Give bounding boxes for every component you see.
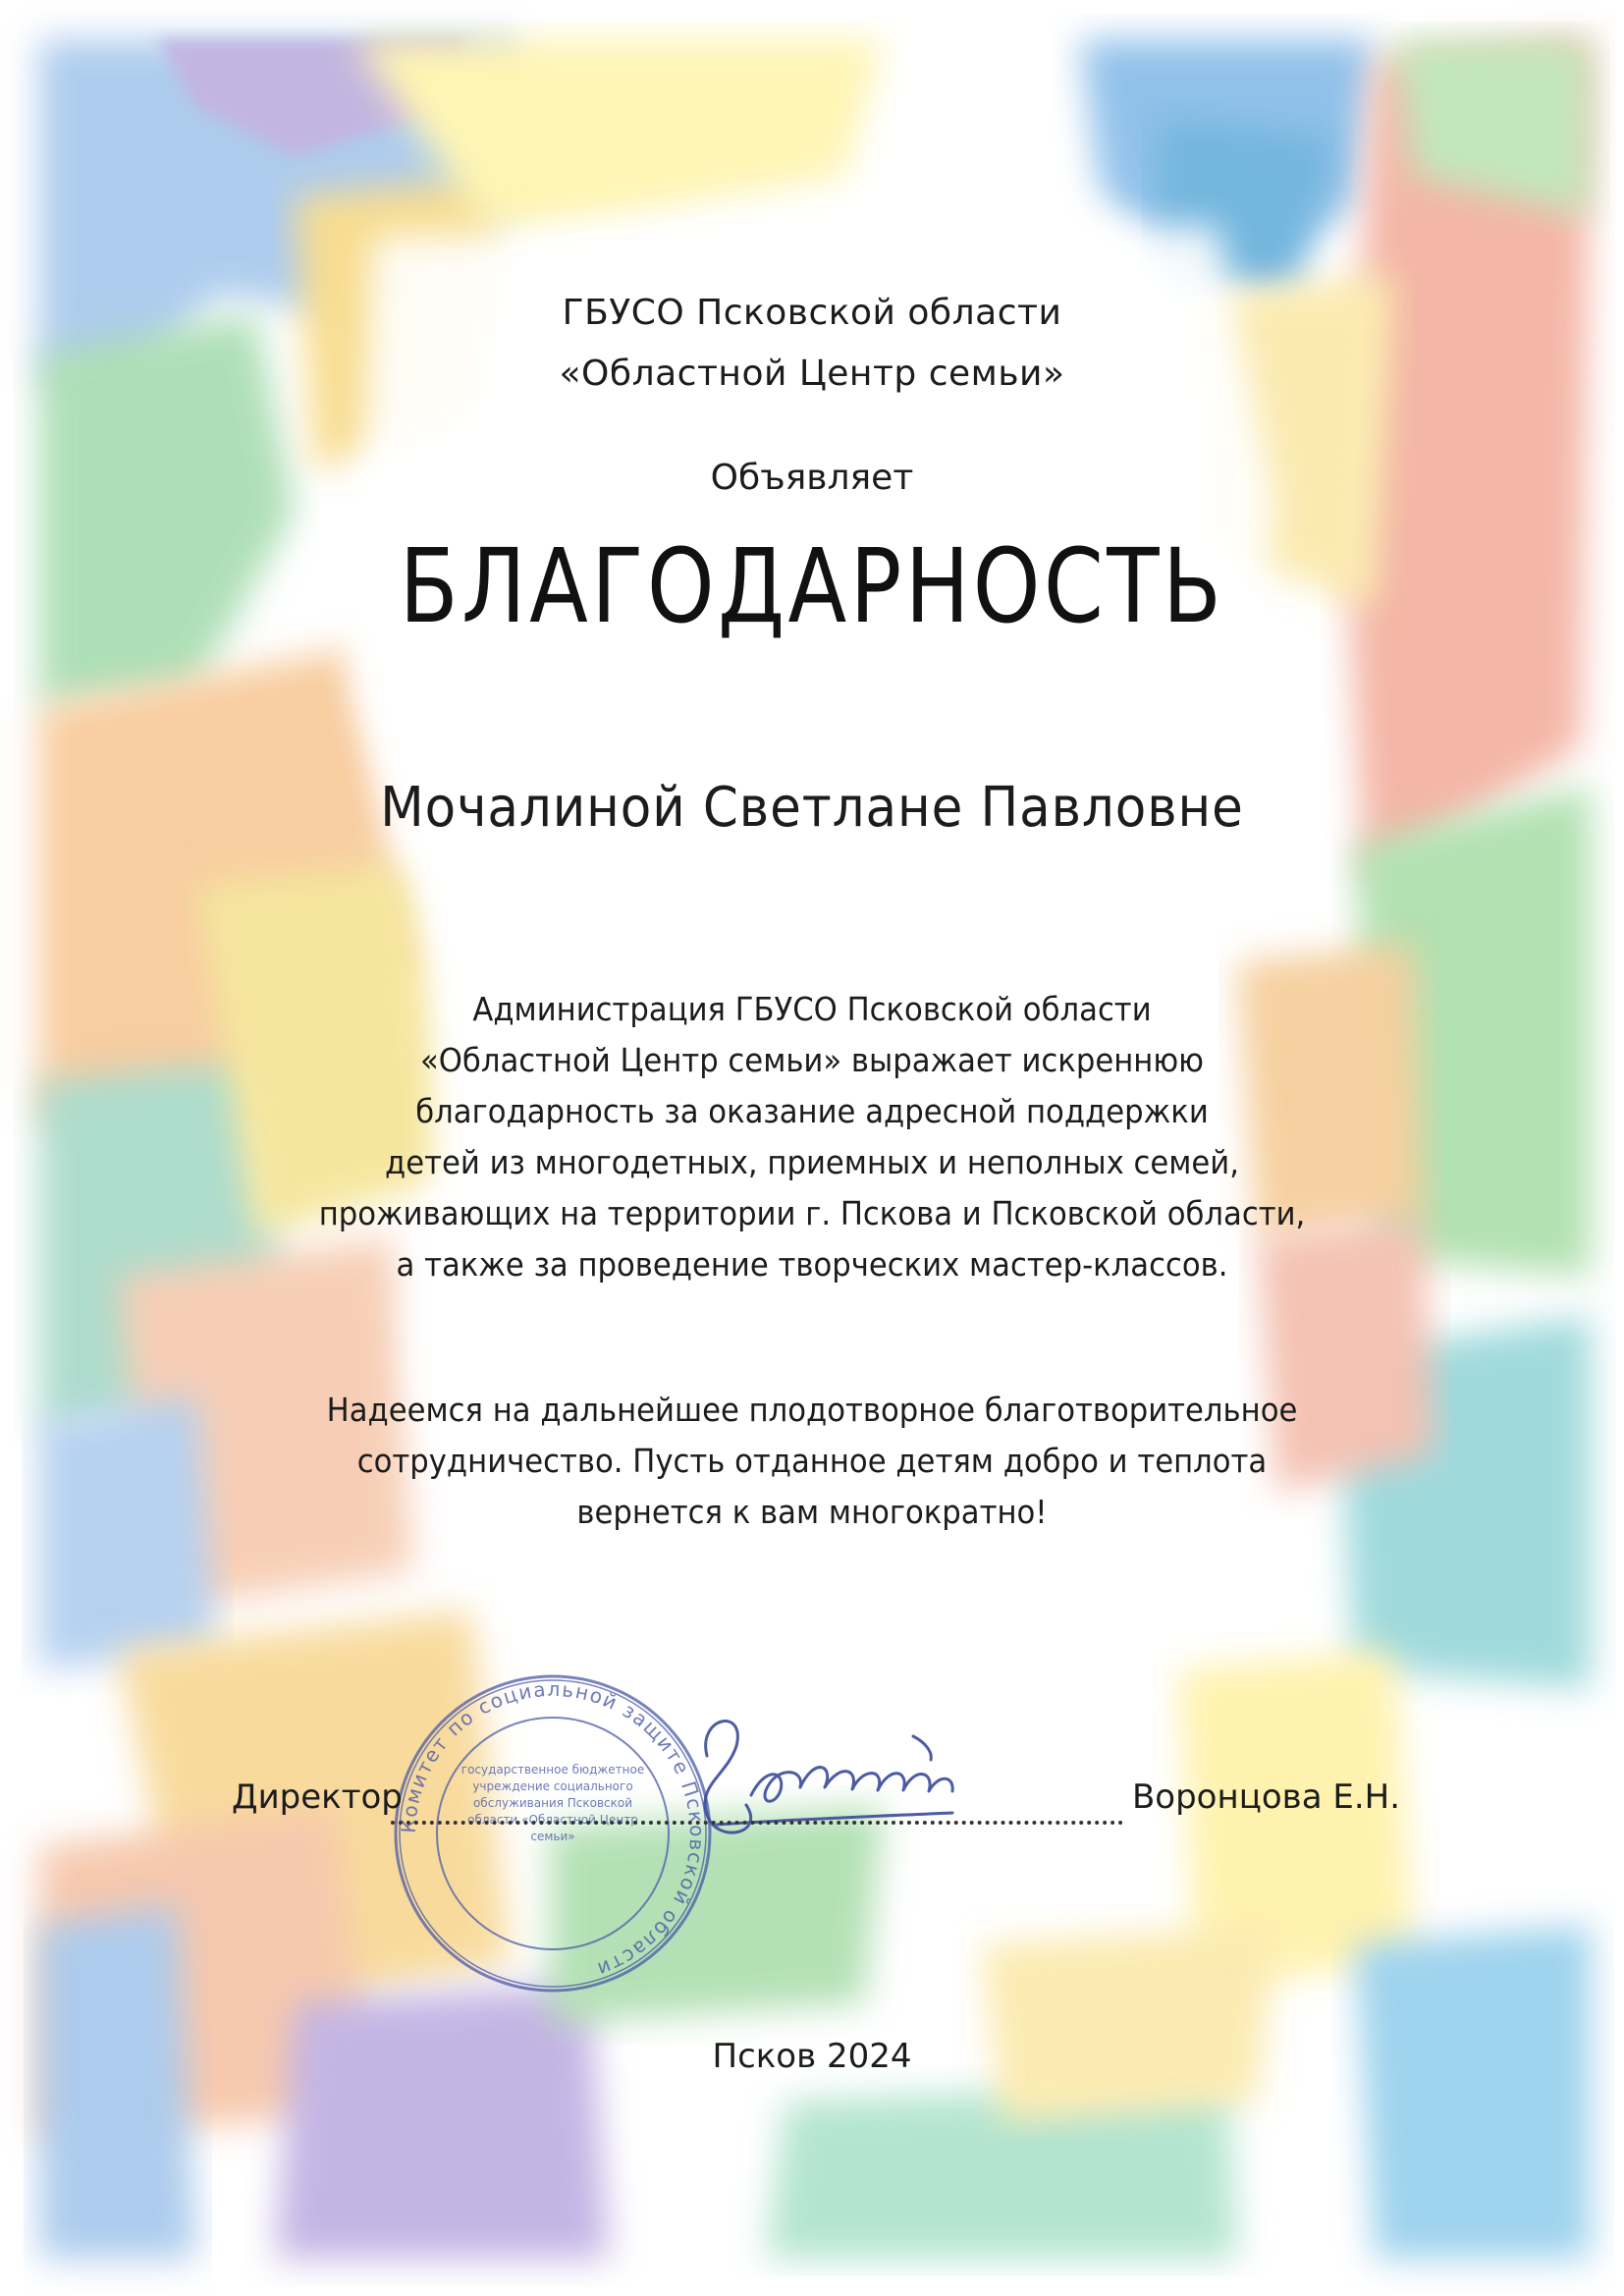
stamp-inner-text: государственное бюджетное учреждение социального обслуживания Псковской области «Областной Центр семьи» [460,1763,645,1843]
paragraph-line: Администрация ГБУСО Псковской области [472,990,1152,1028]
signature-row [232,1777,1400,1836]
announce-text: Объявляет [710,458,914,498]
paragraph-line: вернется к вам многократно! [576,1493,1048,1531]
signature-line [391,1791,1123,1825]
organization-subtitle: «Областной Центр семьи» [559,354,1065,394]
stamp-outer-text: Комитет по социальной защите Псковской области [396,1676,710,1983]
place-and-year: Псков 2024 [712,2037,912,2076]
organization-name: ГБУСО Псковской области [562,293,1062,333]
paragraph-line: сотрудничество. Пусть отданное детям добро и теплота [356,1442,1268,1480]
certificate-title: БЛАГОДАРНОСТЬ [399,526,1225,646]
recipient-name: Мочалиной Светлане Павловне [380,776,1244,840]
director-label: Директор [232,1777,403,1817]
paragraph-line: проживающих на территории г. Пскова и Псковской области, [318,1194,1306,1232]
director-name: Воронцова Е.Н. [1131,1777,1400,1817]
paragraph-line: «Областной Центр семьи» выражает искреннюю [419,1041,1205,1079]
paragraph-line: Надеемся на дальнейшее плодотворное благотворительное [326,1391,1298,1429]
paragraph-line: а также за проведение творческих мастер-классов. [396,1245,1228,1284]
paragraph-line: детей из многодетных, приемных и неполных семей, [385,1143,1239,1181]
wish-paragraph [267,1385,1357,1538]
paragraph-line: благодарность за оказание адресной поддержки [415,1092,1209,1130]
gratitude-paragraph [267,984,1357,1290]
